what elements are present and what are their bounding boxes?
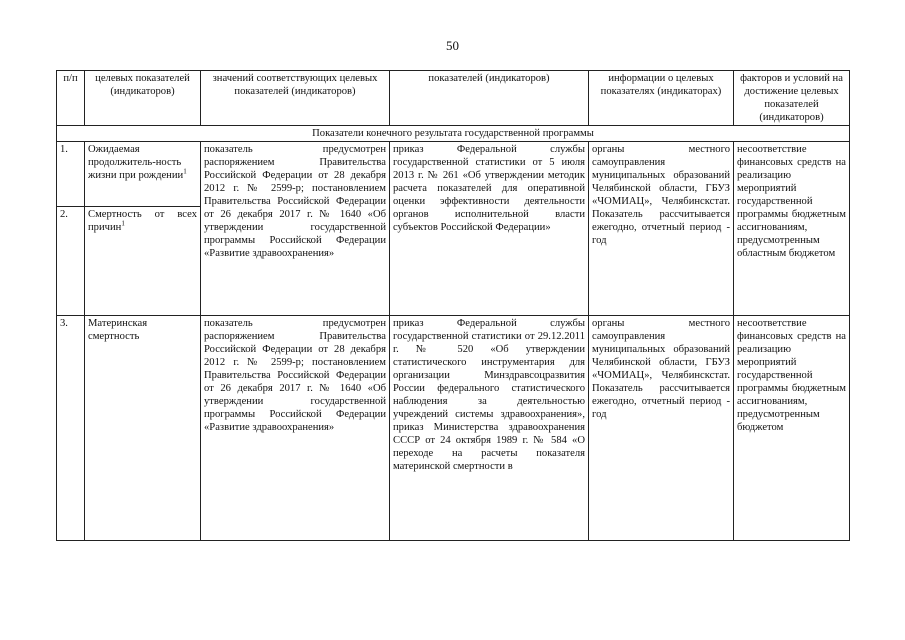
row-number: 1. <box>57 142 85 207</box>
footnote-mark: 1 <box>183 167 187 176</box>
information-source: органы местного самоуправления муниципальных образований Челябинской области, ГБУЗ «ЧОМИАЦ», Челябинскстат. Показатель рассчитывается ежегодно, отчетный период - год <box>589 142 734 316</box>
row-number: 2. <box>57 207 85 316</box>
indicators-table <box>56 70 850 541</box>
header-col-number: п/п <box>57 71 85 126</box>
indicator-name: Ожидаемая продолжитель-ность жизни при рождении$^1$ <box>85 142 201 207</box>
table-row <box>57 316 850 541</box>
page-number: 50 <box>446 38 459 53</box>
indicator-name: Смертность от всех причин$^1$ <box>85 207 201 316</box>
calculation-method: приказ Федеральной службы государственной статистики от 29.12.2011 г. № 520 «Об утверждении статистического инструментария для организации Минздравсоцразвития России федерального статистического наблюдения за деятельностью учреждений системы здравоохранения», приказ Министерства здравоохранения СССР от 24 октября 1989 г. № 584 «О переходе на расчеты показателя материнской смертности в <box>390 316 589 541</box>
section-title: Показатели конечного результата государственной программы <box>57 126 850 142</box>
indicator-basis: показатель предусмотрен распоряжением Правительства Российской Федерации от 28 декабря 2012 г. № 2599-р; постановлением Правительства Российской Федерации от 26 декабря 2017 г. № 1640 «Об утверждении государственной программы Российской Федерации «Развитие здравоохранения» <box>201 142 390 316</box>
risk-factors: несоответствие финансовых средств на реализацию мероприятий государственной программы бюджетным ассигнованиям, предусмотренным областным бюджетом <box>734 142 850 316</box>
section-title-row <box>57 126 850 142</box>
header-col-information-source: информации о целевых показателях (индикаторах) <box>589 71 734 126</box>
header-col-risk-factors: факторов и условий на достижение целевых показателей (индикаторов) <box>734 71 850 126</box>
header-col-indicator-values: значений соответствующих целевых показателей (индикаторов) <box>201 71 390 126</box>
header-col-calculation-method: показателей (индикаторов) <box>390 71 589 126</box>
row-number: 3. <box>57 316 85 541</box>
indicator-name: Материнская смертность <box>85 316 201 541</box>
information-source: органы местного самоуправления муниципальных образований Челябинской области, ГБУЗ «ЧОМИАЦ», Челябинскстат. Показатель рассчитывается ежегодно, отчетный период - год <box>589 316 734 541</box>
header-col-indicator-name: целевых показателей (индикаторов) <box>85 71 201 126</box>
indicator-basis: показатель предусмотрен распоряжением Правительства Российской Федерации от 28 декабря 2012 г. № 2599-р; постановлением Правительства Российской Федерации от 26 декабря 2017 г. № 1640 «Об утверждении государственной программы Российской Федерации «Развитие здравоохранения» <box>201 316 390 541</box>
calculation-method: приказ Федеральной службы государственной статистики от 5 июля 2013 г. № 261 «Об утверждении методик расчета показателей для оперативной оценки эффективности деятельности органов исполнительной власти субъектов Российской Федерации» <box>390 142 589 316</box>
footnote-mark: 1 <box>121 219 125 228</box>
table-row <box>57 142 850 207</box>
table-header-row <box>57 71 850 126</box>
risk-factors: несоответствие финансовых средств на реализацию мероприятий государственной программы бюджетным ассигнованиям, предусмотренным бюджетом <box>734 316 850 541</box>
